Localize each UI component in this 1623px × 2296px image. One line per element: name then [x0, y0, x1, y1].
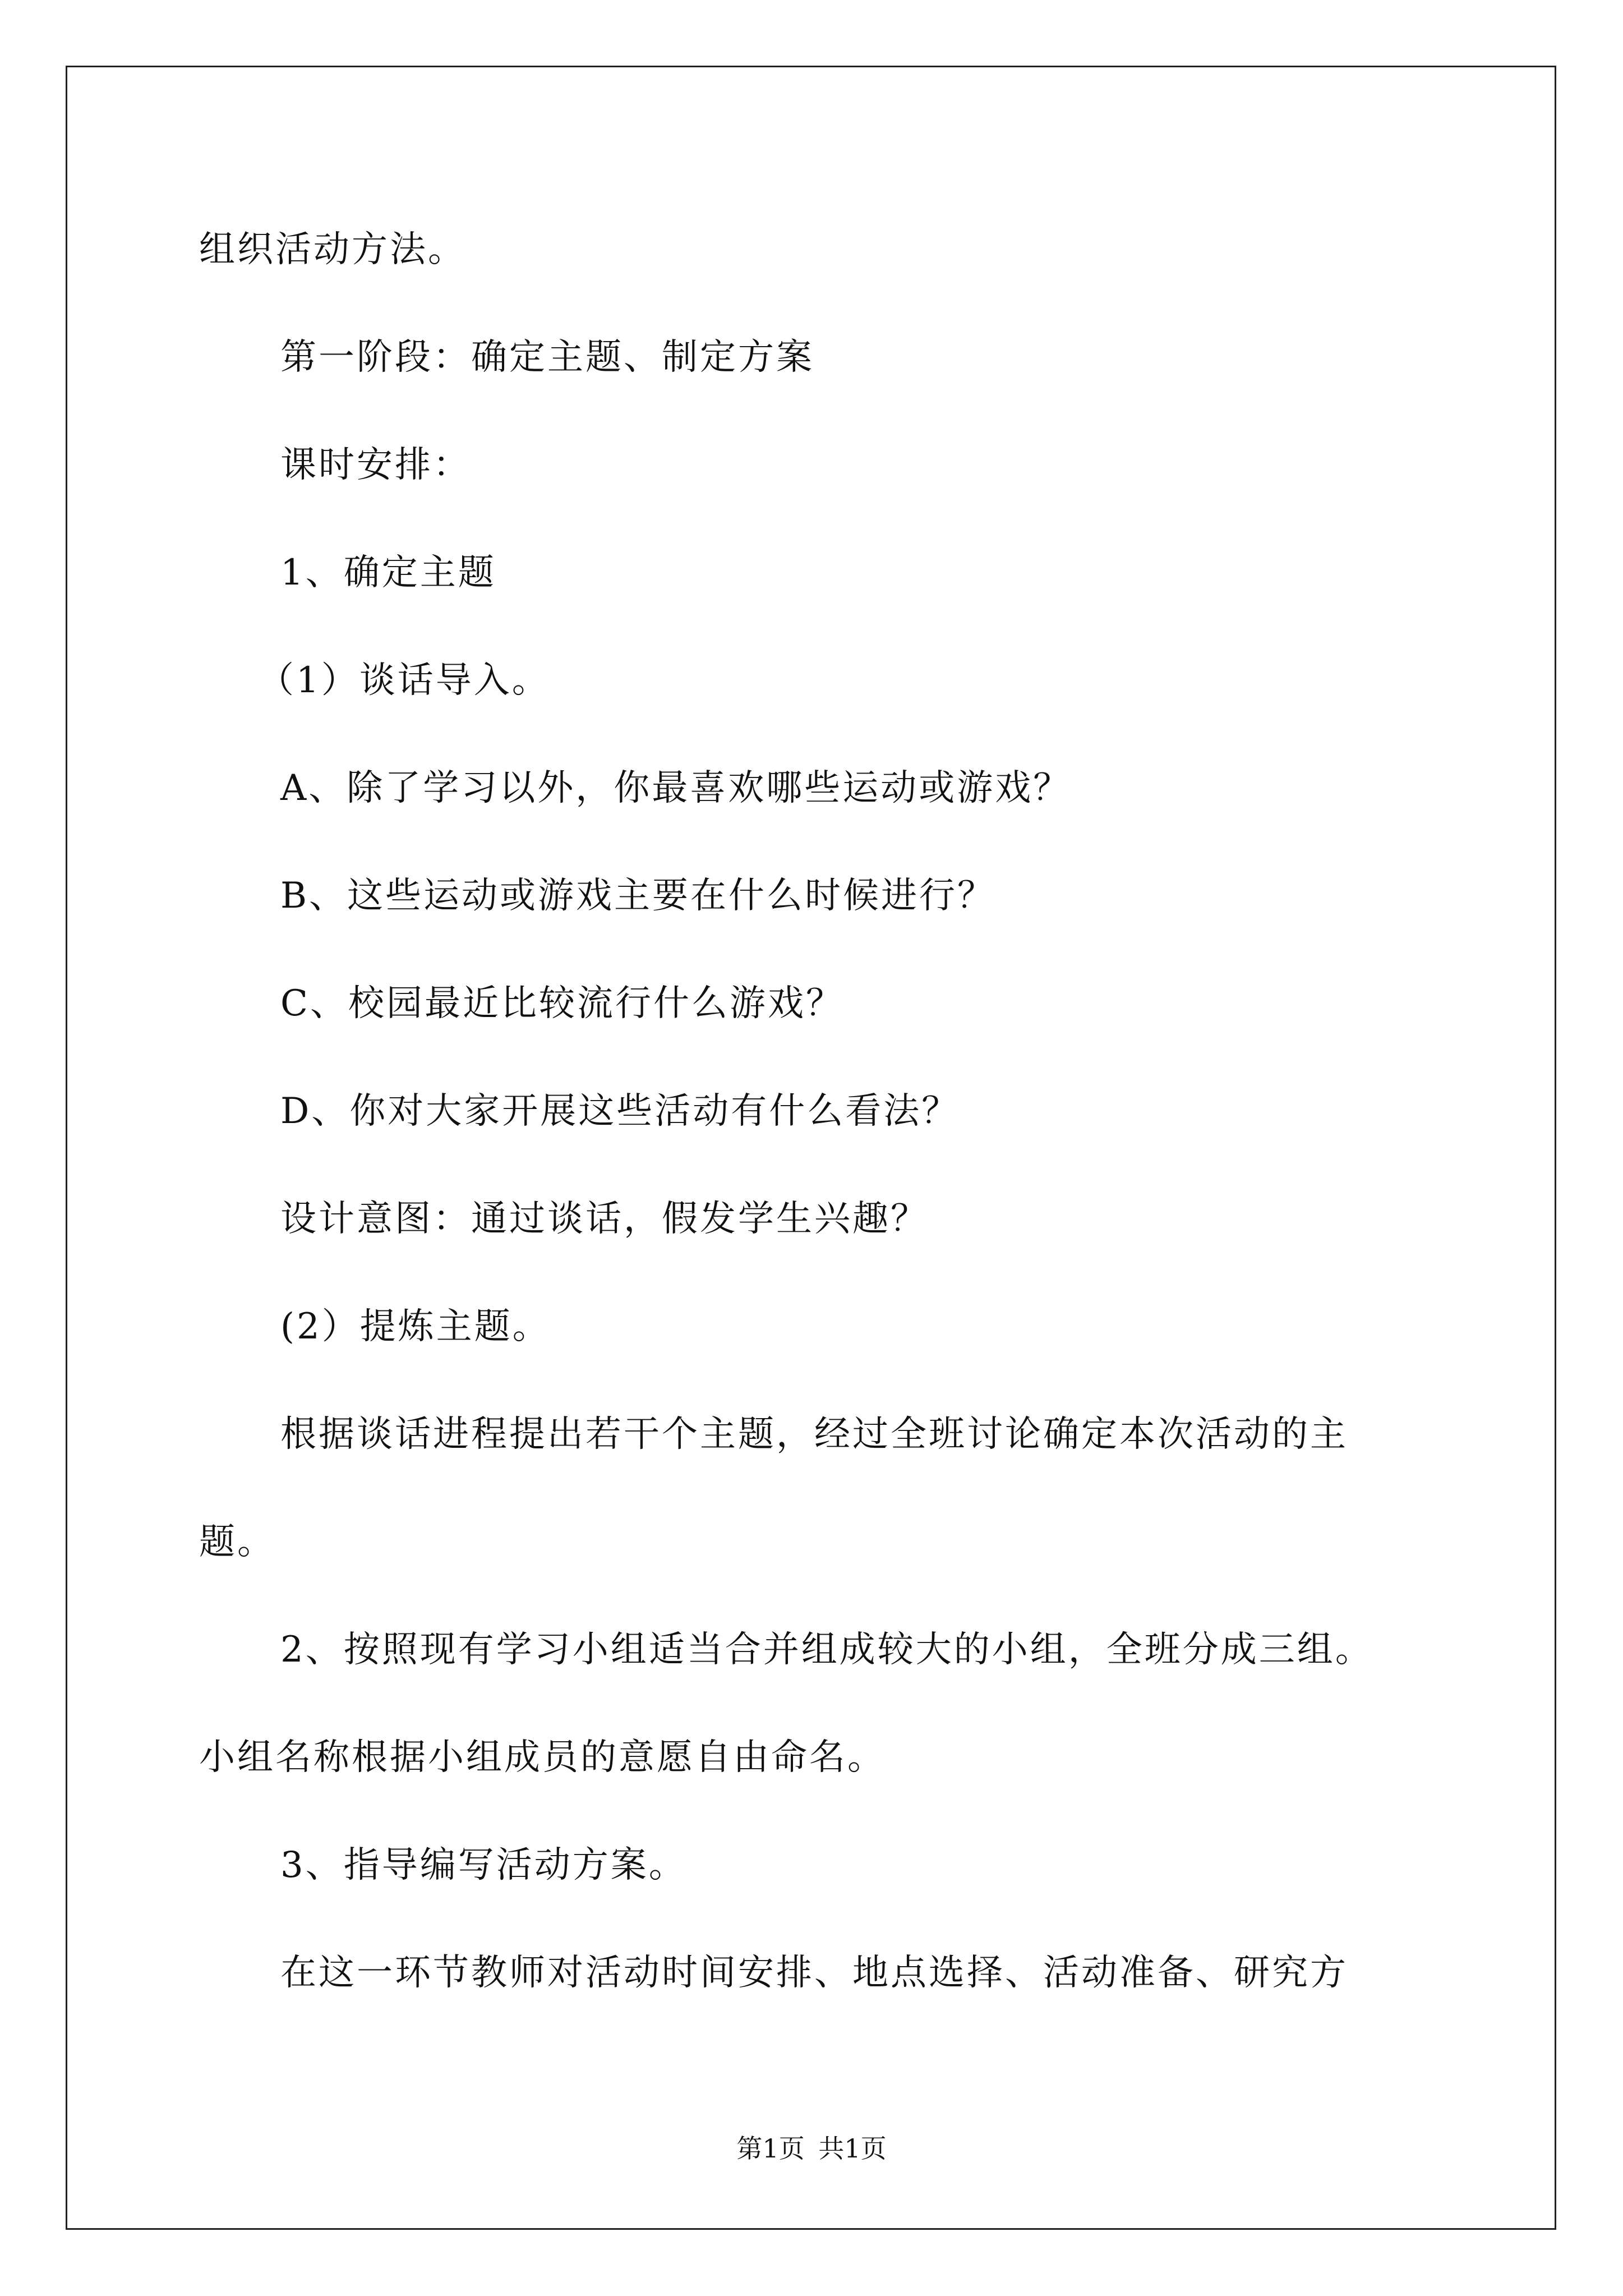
- list-heading-3: 3、指导编写活动方案。: [280, 1844, 687, 1886]
- question-c: C、校园最近比较流行什么游戏？: [280, 983, 844, 1024]
- body-line-schedule: 课时安排：: [280, 444, 471, 486]
- sub-item-1: （1）谈话导入。: [258, 660, 550, 701]
- list-heading-1: 1、确定主题: [280, 552, 496, 593]
- body-paragraph-topic-cont: 题。: [199, 1521, 275, 1563]
- body-line-1: 组织活动方法。: [199, 229, 466, 270]
- body-paragraph-plan: 在这一环节教师对活动时间安排、地点选择、活动准备、研究方: [280, 1952, 1348, 1994]
- list-heading-2-cont: 小组名称根据小组成员的意愿自由命名。: [199, 1737, 886, 1778]
- list-heading-2: 2、按照现有学习小组适当合并组成较大的小组，全班分成三组。: [280, 1629, 1373, 1671]
- question-a: A、除了学习以外，你最喜欢哪些运动或游戏？: [280, 767, 1072, 809]
- question-b: B、这些运动或游戏主要在什么时候进行？: [280, 875, 996, 917]
- page-footer: 第1页 共1页: [736, 2133, 887, 2164]
- section-heading-stage-one: 第一阶段：确定主题、制定方案: [280, 337, 814, 378]
- design-intent: 设计意图：通过谈话，假发学生兴趣？: [280, 1198, 929, 1240]
- body-paragraph-topic: 根据谈话进程提出若干个主题，经过全班讨论确定本次活动的主: [280, 1414, 1348, 1455]
- page-border: [66, 66, 1556, 2230]
- question-d: D、你对大家开展这些活动有什么看法？: [280, 1091, 960, 1132]
- sub-item-2: (2）提炼主题。: [280, 1306, 551, 1347]
